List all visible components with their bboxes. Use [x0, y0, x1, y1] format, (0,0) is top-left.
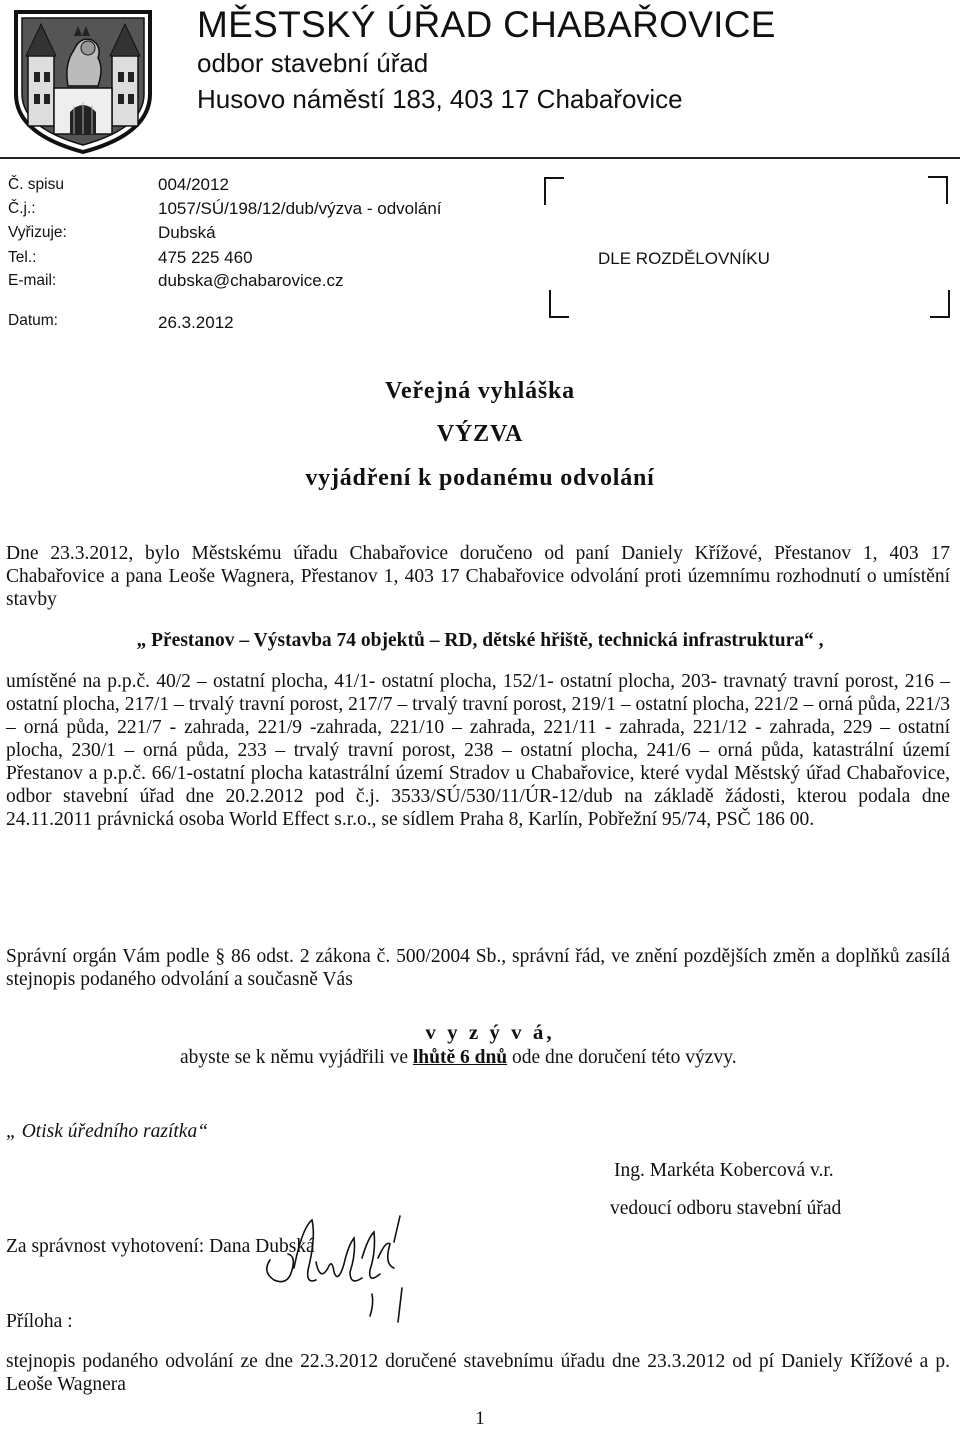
town-coat-of-arms-icon — [8, 6, 158, 156]
deadline-prefix: abyste se k němu vyjádřili ve — [180, 1047, 413, 1068]
recipient: DLE ROZDĚLOVNÍKU — [598, 249, 770, 268]
call-word: v y z ý v á, — [425, 1020, 555, 1044]
address-window-corner — [928, 176, 948, 204]
subject-title: vyjádření k podanému odvolání — [305, 465, 655, 491]
address-window-corner — [930, 290, 950, 318]
email-label: E-mail: — [8, 272, 57, 289]
deadline-sentence — [180, 1047, 737, 1069]
handler-value: Dubská — [158, 223, 216, 242]
address-window-corner — [544, 177, 564, 205]
office-name: MĚSTSKÝ ÚŘAD CHABAŘOVICE — [197, 4, 776, 45]
attachment-label: Příloha : — [6, 1311, 73, 1332]
intro-paragraph: Dne 23.3.2012, bylo Městskému úřadu Chabařovice doručeno od paní Daniely Křížové, Přestanov 1, 403 17 Chabařovice a pana Leoše Wagnera, Přestanov 1, 403 17 Chabařovice odvolání proti územnímu rozhodnutí o umístění stavby — [6, 543, 950, 610]
signer-name: Ing. Markéta Kobercová v.r. — [614, 1160, 834, 1181]
office-address: Husovo náměstí 183, 403 17 Chabařovice — [197, 84, 683, 114]
phone-label: Tel.: — [8, 249, 37, 266]
email-value: dubska@chabarovice.cz — [158, 271, 344, 290]
deadline: lhůtě 6 dnů — [412, 1047, 508, 1068]
project-name: „ Přestanov – Výstavba 74 objektů – RD, dětské hřiště, technická infrastruktura“ , — [136, 630, 824, 651]
stamp-note: „ Otisk úředního razítka“ — [6, 1121, 209, 1142]
signer-role: vedoucí odboru stavební úřad — [610, 1198, 842, 1219]
call-title: VÝZVA — [436, 421, 524, 447]
file-number-value: 004/2012 — [158, 175, 229, 194]
notice-title: Veřejná vyhláška — [385, 378, 575, 404]
reference-label: Č.j.: — [8, 200, 36, 217]
file-number-label: Č. spisu — [8, 176, 64, 193]
deadline-suffix: ode dne doručení této výzvy. — [507, 1047, 737, 1068]
handwritten-signature-icon — [258, 1198, 428, 1328]
location-paragraph: umístěné na p.p.č. 40/2 – ostatní plocha, 41/1- ostatní plocha, 152/1- ostatní plocha, 203- travnatý travní porost, 216 – ostatní plocha, 217/1 – trvalý travní porost, 217/7 – trvalý travní porost, 219/1 – ostatní plocha, 221/2 – orná půda, 221/3 – orná půda, 221/7 - zahrada, 221/9 -zahrada, 221/10 – zahrada, 221/11 - zahrada, 221/12 - zahrada, 229 – ostatní plocha, 230/1 – orná půda, 233 – trvalý travní porost, 238 – ostatní plocha, 241/6 – orná půda, katastrální území Přestanov a p.p.č. 66/1-ostatní plocha katastrální území Stradov u Chabařovice, které vydal Městský úřad Chabařovice, odbor stavební úřad dne 20.2.2012 pod č.j. 3533/SÚ/530/11/ÚR-12/dub na základě žádosti, kterou podala dne 24.11.2011 právnická osoba World Effect s.r.o., se sídlem Praha 8, Karlín, Pobřežní 95/74, PSČ 186 00. — [6, 671, 950, 830]
page-number: 1 — [475, 1408, 485, 1429]
verification-line: Za správnost vyhotovení: Dana Dubská — [6, 1236, 315, 1257]
address-window-corner — [549, 290, 569, 318]
phone-value: 475 225 460 — [158, 248, 253, 267]
office-department: odbor stavební úřad — [197, 48, 429, 78]
date-value: 26.3.2012 — [158, 313, 234, 332]
handler-label: Vyřizuje: — [8, 224, 67, 241]
header-divider — [0, 157, 960, 159]
attachment-text: stejnopis podaného odvolání ze dne 22.3.2012 doručené stavebnímu úřadu dne 23.3.2012 od pí Daniely Křížové a p. Leoše Wagnera — [6, 1351, 950, 1395]
date-label: Datum: — [8, 312, 58, 329]
reference-value: 1057/SÚ/198/12/dub/výzva - odvolání — [158, 199, 442, 218]
legal-paragraph: Správní orgán Vám podle § 86 odst. 2 zákona č. 500/2004 Sb., správní řád, ve znění pozdějších změn a doplňků zasílá stejnopis podaného odvolání a současně Vás — [6, 946, 950, 990]
